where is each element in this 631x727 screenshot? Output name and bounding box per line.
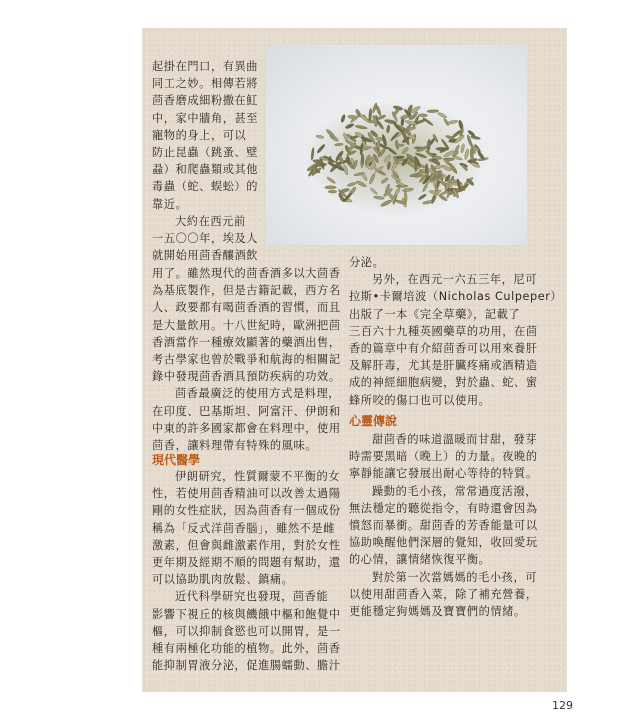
section-heading-modern-medicine: 現代醫學 [152,453,201,467]
text-line: 寧靜能讓它發展出耐心等待的特質。 [349,467,538,481]
text-line: 時需要黑暗（晚上）的力量。夜晚的 [349,450,538,464]
text-line: 可以協助肌肉放鬆、鎮痛。 [152,573,294,587]
text-line: 茴香，讓料理帶有特殊的風味。 [152,439,318,453]
left-main-paragraph [152,265,341,454]
fennel-seed [328,190,337,193]
text-line: 大約在西元前 [175,214,246,228]
text-line: 寵物的身上，可以 [152,128,247,142]
text-line: 三百六十九種英國藥草的功用，在茴 [349,324,538,338]
text-line: 茴香磨成細粉撒在魟 [152,94,259,108]
text-line: 蝨）和爬蟲類或其他 [152,163,259,177]
text-line: 起掛在門口，有異曲 [152,60,259,73]
text-line: 毒蟲（蛇、蜈蚣）的 [152,180,259,194]
text-line: 更年期及經期不順的問題有幫助，還 [152,556,341,570]
modern-medicine-paragraph [152,468,341,674]
text-line: 伊朗研究，性質爾蒙不平衡的女 [175,470,341,483]
text-line: 及解肝毒，尤其是肝臟疼痛或酒精造 [349,359,538,373]
fennel-seed [361,154,364,165]
text-line: 性，若使用茴香精油可以改善太過陽 [152,487,341,501]
text-line: 甜茴香的味道溫暖而甘甜，發芽 [372,433,538,446]
text-line: 能抑制胃液分泌，促進腸蠕動、膽汁 [152,659,341,673]
text-line: 靠近。 [152,197,188,211]
text-line: 成的神經細胞病變，對於蟲、蛇、蜜 [349,376,538,390]
text-line: 的心情，讓情緒恢復平衡。 [349,553,491,567]
text-line: 分泌。 [349,256,385,269]
text-line: 為基底製作，但是古籍記載，西方名 [152,284,341,298]
text-line: 防止昆蟲（跳蚤、壁 [152,146,259,160]
text-line: 考古學家也曾於戰爭和航海的相關記 [152,353,341,367]
text-line: 茴香最廣泛的使用方式是料理， [175,387,341,401]
text-line: 人、政要都有喝茴香酒的習慣，而且 [152,301,341,315]
text-line: 同工之妙。相傳若將 [152,77,259,91]
text-line: 協助喚醒他們深層的覺知，收回愛玩 [349,536,538,550]
text-line: 另外，在西元一六五三年，尼可 [372,273,538,287]
text-line: 無法穩定的聽從指令，有時還會因為 [349,501,538,515]
text-line: 在印度、巴基斯坦、阿富汗、伊朗和 [152,404,341,418]
text-line: 拉斯•卡爾培波（Nicholas Culpeper） [349,290,563,304]
text-line: 香酒當作一種療效顯著的藥酒出售， [152,335,341,349]
text-line: 激素，但會與雌激素作用，對於女性 [152,538,341,552]
text-line: 出版了一本《完全草藥》，記載了 [349,307,521,321]
spiritual-legend-paragraph [349,431,538,620]
text-line: 中東的許多國家都會在料理中，使用 [152,421,341,435]
text-line: 憤怒而暴衝。甜茴香的芳香能量可以 [349,519,538,533]
text-line: 錄中發現茴香酒具預防疾病的功效。 [152,370,341,384]
text-line: 稱為「反式洋茴香腦」，雖然不是雌 [152,521,336,535]
fennel-seed [418,114,427,117]
page-number: 129 [552,699,573,712]
fennel-seed [325,186,337,189]
text-line: 樞，可以抑制食慾也可以開胃，是一 [152,624,341,638]
text-line: 近代科學研究也發現，茴香能 [175,590,329,604]
text-line: 以使用甜茴香入菜，除了補充營養， [349,587,538,601]
text-line: 更能穩定狗媽媽及寶寶們的情緒。 [349,605,526,619]
text-line: 剛的女性症狀，因為茴香有一個成份 [152,504,341,518]
fennel-seed [396,144,404,147]
text-line: 對於第一次當媽媽的毛小孩，可 [372,570,538,584]
text-line: 是大量飲用。十八世紀時，歐洲把茴 [152,318,341,332]
text-line: 用了。雖然現代的茴香酒多以大茴香 [152,267,341,280]
text-line: 影響下視丘的核與饑餓中樞和飽覺中 [152,607,341,621]
text-line: 就開始用茴香釀酒飲 [152,249,259,263]
text-line: 蜂所咬的傷口也可以使用。 [349,393,491,407]
text-line: 香的篇章中有介紹茴香可以用來養肝 [349,342,538,356]
fennel-seeds-photo [266,45,527,245]
section-heading-spiritual-legend: 心靈傳說 [349,414,398,428]
right-main-paragraph [349,254,562,409]
fennel-seed-pile [296,80,496,230]
text-line: 中，家中牆角，甚至 [152,111,259,125]
text-line: 躁動的毛小孩，常常過度活潑， [372,484,538,498]
left-wrap-paragraph [152,58,258,264]
text-line: 種有兩極化功能的植物。此外，茴香 [152,642,341,656]
text-line: 一五〇〇年，埃及人 [152,232,259,246]
